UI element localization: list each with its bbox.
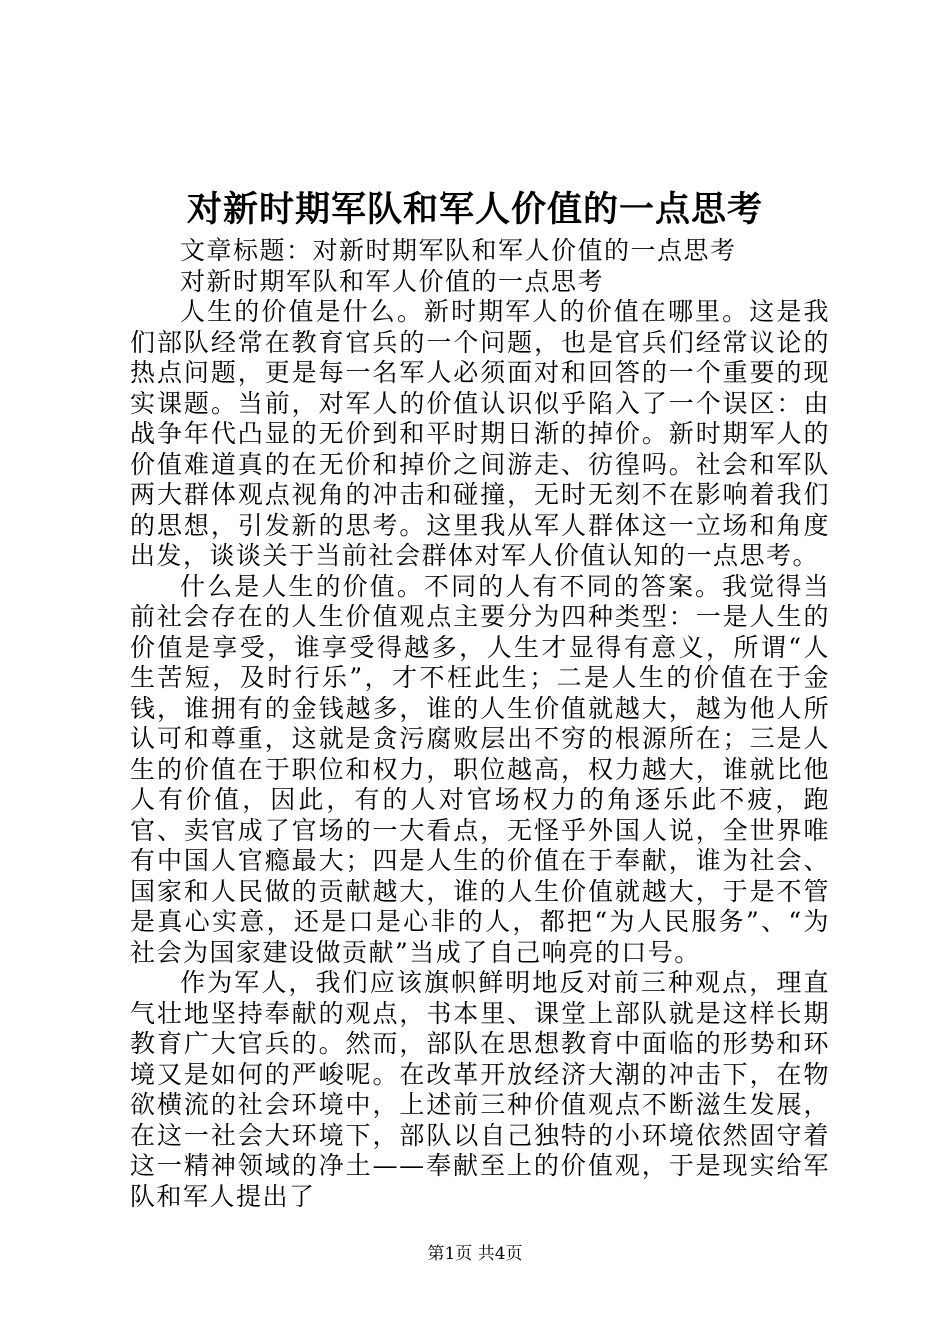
article-title-line: 文章标题：对新时期军队和军人价值的一点思考: [180, 236, 737, 265]
paragraph: 什么是人生的价值。不同的人有不同的答案。我觉得当前社会存在的人生价值观点主要分为四种类型：一是人生的价值是享受，谁享受得越多，人生才显得有意义，所谓“人生苦短，及时行乐”，才不枉此生；二是人生的价值在于金钱，谁拥有的金钱越多，谁的人生价值就越大，越为他人所认可和尊重，这就是贪污腐败层出不穷的根源所在；三是人生的价值在于职位和权力，职位越高，权力越大，谁就比他人有价值，因此，有的人对官场权力的角逐乐此不疲，跑官、卖官成了官场的一大看点，无怪乎外国人说，全世界唯有中国人官瘾最大；四是人生的价值在于奉献，谁为社会、国家和人民做的贡献越大，谁的人生价值就越大，于是不管是真心实意，还是口是心非的人，都把“为人民服务”、“为社会为国家建设做贡献”当成了自己响亮的口号。: [130, 571, 830, 967]
subtitle-line: 对新时期军队和军人价值的一点思考: [180, 266, 605, 296]
page-footer: 第1页 共4页: [427, 1244, 523, 1264]
paragraph: 人生的价值是什么。新时期军人的价值在哪里。这是我们部队经常在教育官兵的一个问题，也是官兵们经常议论的热点问题，更是每一名军人必须面对和回答的一个重要的现实课题。当前，对军人的价值认识似乎陷入了一个误区：由战争年代凸显的无价到和平时期日渐的掉价。新时期军人的价值难道真的在无价和掉价之间游走、彷徨吗。社会和军队两大群体观点视角的冲击和碰撞，无时无刻不在影响着我们的思想，引发新的思考。这里我从军人群体这一立场和角度出发，谈谈关于当前社会群体对军人价值认知的一点思考。: [130, 297, 830, 570]
document-title: 对新时期军队和军人价值的一点思考: [186, 189, 763, 230]
paragraph: 作为军人，我们应该旗帜鲜明地反对前三种观点，理直气壮地坚持奉献的观点，书本里、课堂上部队就是这样长期教育广大官兵的。然而，部队在思想教育中面临的形势和环境又是如何的严峻呢。在改革开放经济大潮的冲击下，在物欲横流的社会环境中，上述前三种价值观点不断滋生发展，在这一社会大环境下，部队以自己独特的小环境依然固守着这一精神领域的净土——奉献至上的价值观，于是现实给军队和军人提出了: [130, 968, 830, 1211]
document-body: [130, 236, 830, 1212]
